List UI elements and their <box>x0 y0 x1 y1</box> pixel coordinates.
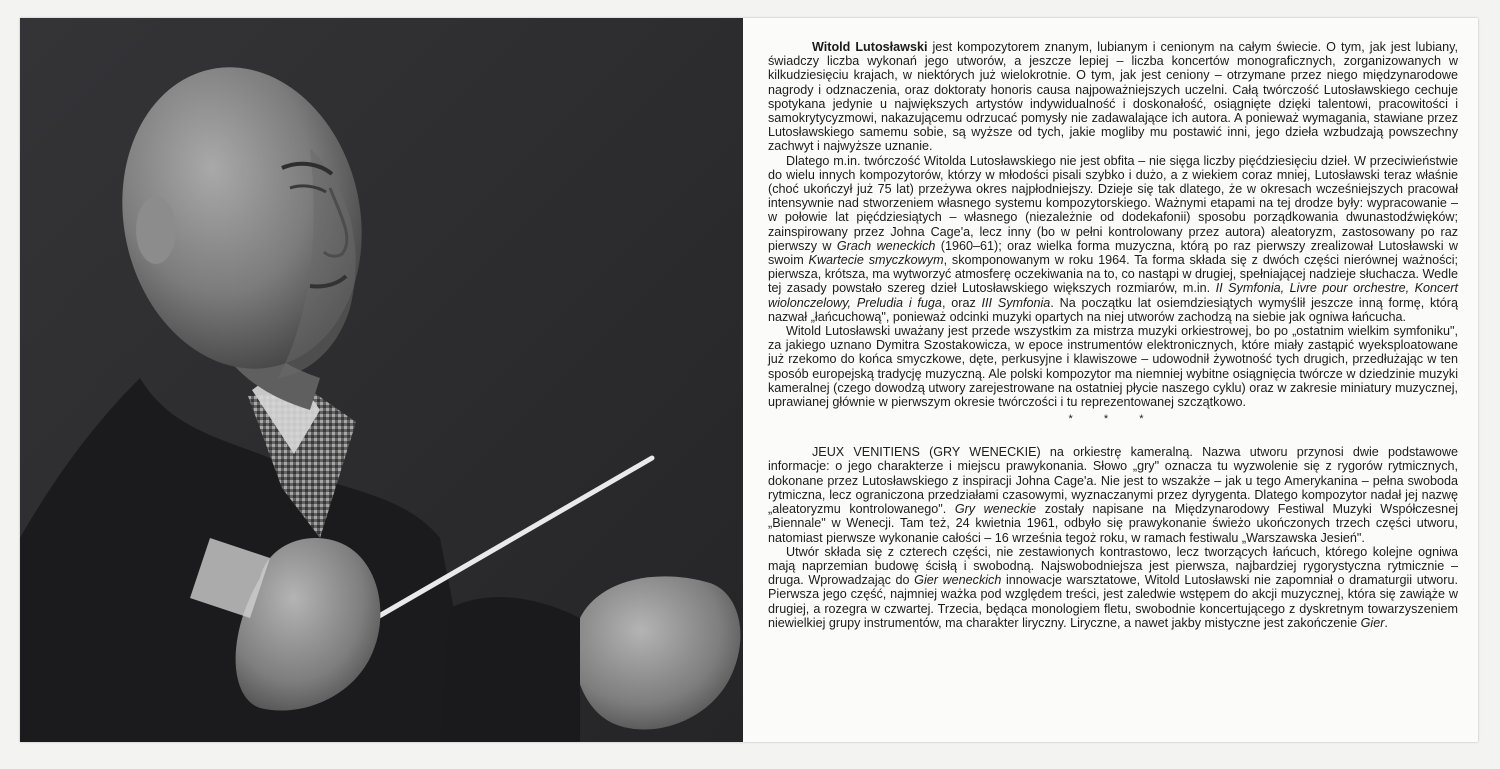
article-paragraph: Utwór składa się z czterech części, nie zestawionych kontrastowo, lecz tworzących łańcuch, którego kolejne ogniwa mają naprzemian budowę ścisłą i swobodną. Najswobodniejsza jest pierwsza, najbardziej rygorystyczna rytmicznie – druga. Wprowadzając do Gier weneckich innowacje warsztatowe, Witold Lutosławski nie zapomniał o dramaturgii utworu. Pierwsza jego część, najmniej ważka pod względem treści, jest zaledwie wstępem do akcji muzycznej, która się zawiąże w drugiej, a rozegra w czwartej. Trzecia, będąca monologiem fletu, swobodnie koncertującego z dyskretnym towarzyszeniem niewielkiej grupy instrumentów, ma charakter liryczny. Liryczne, a nawet jakby mistyczne jest zakończenie Gier. <box>768 544 1458 630</box>
article-text <box>768 40 1458 730</box>
conductor-photo <box>20 18 743 742</box>
article-paragraph: Dlatego m.in. twórczość Witolda Lutosławskiego nie jest obfita – nie sięga liczby pięćdziesięciu dzieł. W przeciwieństwie do wielu innych kompozytorów, którzy w młodości pisali szybko i dużo, a z wiekiem coraz mniej, Lutosławski teraz właśnie (choć ukończył już 75 lat) przeżywa okres najpłodniejszy. Dzieje się tak dlatego, że w okresach wcześniejszych pracował intensywnie nad stworzeniem własnego systemu kompozytorskiego. Ważnymi etapami na tej drodze były: wypracowanie – w połowie lat pięćdziesiątych – własnego (niezależnie od dodekafonii) sposobu porządkowania dwunastodźwięków; zainspirowany przez Johna Cage'a, lecz inny (bo w pełni kontrolowany przez autora) aleatoryzm, zastosowany po raz pierwszy w Grach weneckich (1960–61); oraz wielka forma muzyczna, którą po raz pierwszy zrealizował Lutosławski w swoim Kwartecie smyczkowym, skomponowanym w roku 1964. Ta forma składa się z dwóch części nierównej ważności; pierwsza, krótsza, ma wytworzyć atmosferę oczekiwania na to, co nastąpi w drugiej, spełniającej nadzieje słuchacza. Wedle tej zasady powstało szereg dzieł Lutosławskiego większych rozmiarów, m.in. II Symfonia, Livre pour orchestre, Koncert wiolonczelowy, Preludia i fuga, oraz III Symfonia. Na początku lat osiemdziesiątych wymyślił jeszcze inną formę, którą nazwał „łańcuchową", ponieważ odcinki muzyki opartych na niej utworów zachodzą na siebie jak ogniwa łańcucha. <box>768 153 1458 324</box>
article-paragraph: Witold Lutosławski jest kompozytorem znanym, lubianym i cenionym na całym świecie. O tym, jak jest lubiany, świadczy liczba wykonań jego utworów, a jeszcze lepiej – liczba koncertów monograficznych, zorganizowanych w kilkudziesięciu krajach, w niektórych już wielokrotnie. O tym, jak jest ceniony – otrzymane przez niego międzynarodowe nagrody i odznaczenia, oraz doktoraty honoris causa najpoważniejszych uczelni. Całą twórczość Lutosławskiego cechuje spotykana jedynie u największych artystów indywidualność i doskonałość, osiągnięte dzięki talentowi, pracowitości i samokrytycyzmowi, nakazującemu odrzucać pomysły nie zadawalające ich autora. A ponieważ wymagania, stawiane przez Lutosławskiego samemu sobie, są wyższe od tych, jakie mogliby mu postawić inni, jego dzieła wzbudzają powszechny zachwyt i najwyższe uznanie. <box>768 40 1458 154</box>
article-paragraph: Witold Lutosławski uważany jest przede wszystkim za mistrza muzyki orkiestrowej, bo po „ostatnim wielkim symfoniku", za jakiego uznano Dymitra Szostakowicza, w epoce instrumentów elektronicznych, które miały zastąpić wyeksploatowane już rzekomo do końca smyczkowe, dęte, perkusyjne i klawiszowe – udowodnił żywotność tych drugich, przedłużając w ten sposób europejską tradycję muzyczną. Ale polski kompozytor ma niemniej wybitne osiągnięcia twórcze w dziedzinie muzyki kameralnej (czego dowodzą utwory zarejestrowane na ostatniej płycie naszego cyklu) oraz w zakresie miniatury muzycznej, uprawianej głównie w pierwszym okresie twórczości i tu reprezentowanej szczątkowo. <box>768 324 1458 410</box>
section-separator: * * * <box>1068 413 1158 426</box>
work-title: JEUX VENITIENS (GRY WENECKIE) <box>812 445 1041 460</box>
conductor-portrait-image <box>20 18 743 742</box>
article-paragraph: JEUX VENITIENS (GRY WENECKIE) na orkiestrę kameralną. Nazwa utworu przynosi dwie podstawowe informacje: o jego charakterze i miejscu prawykonania. Słowo „gry" oznacza tu wyzwolenie się z rygorów rytmicznych, dokonane przez Lutosławskiego z inspiracji Johna Cage'a. Nie jest to wszakże – jak u tego Amerykanina – pełna swoboda rytmiczna, lecz ograniczona przedziałami czasowymi, wyznaczanymi przez dyrygenta. Dlatego kompozytor nadał jej nazwę „aleatoryzmu kontrolowanego". Gry weneckie zostały napisane na Międzynarodowy Festiwal Muzyki Współczesnej „Biennale" w Wenecji. Tam też, 24 kwietnia 1961, odbyło się prawykonanie świeżo ukończonych trzech części utworu, natomiast pierwsze wykonanie całości – 16 września tegoż roku, w ramach festiwalu „Warszawska Jesień". <box>768 445 1458 545</box>
author-name: Witold Lutosławski <box>812 40 928 54</box>
booklet-spread <box>20 18 1478 742</box>
